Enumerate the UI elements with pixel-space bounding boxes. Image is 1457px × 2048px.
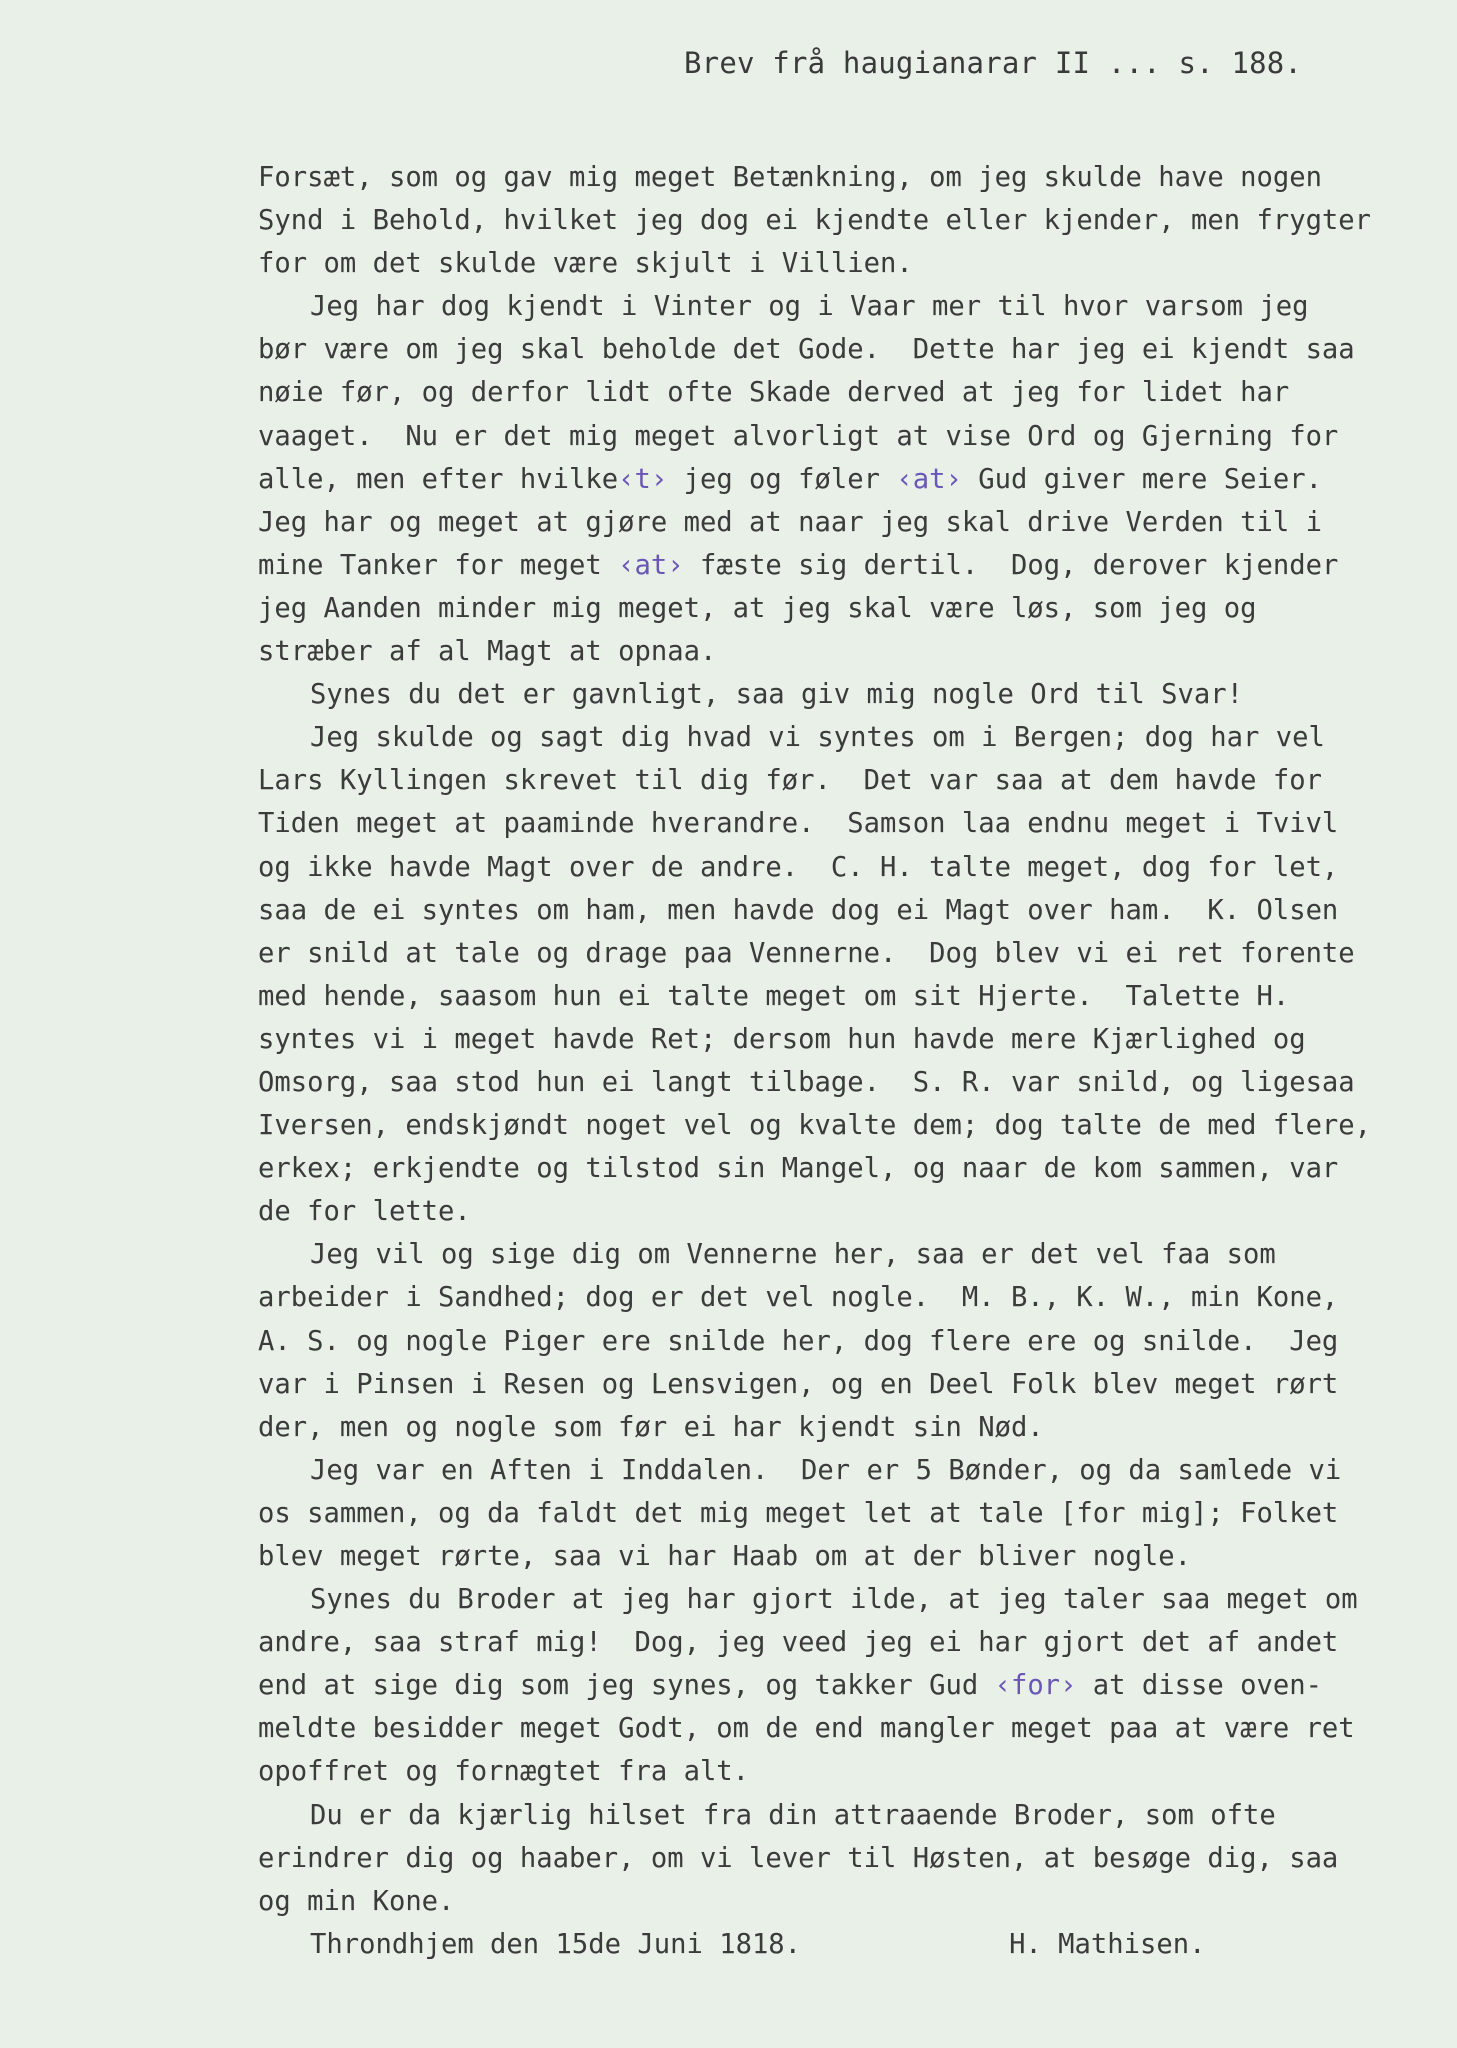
text-line: os sammen, og da faldt det mig meget let at tale [for mig]; Folket	[258, 1497, 1339, 1529]
text-line: andre, saa straf mig! Dog, jeg veed jeg ei har gjort det af andet	[258, 1627, 1339, 1659]
text-line: Jeg har dog kjendt i Vinter og i Vaar mer til hvor varsom jeg	[310, 291, 1309, 323]
text-line: Lars Kyllingen skrevet til dig før. Det var saa at dem havde for	[258, 765, 1322, 797]
text-line: vaaget. Nu er det mig meget alvorligt at vise Ord og Gjerning for	[258, 420, 1339, 452]
text-line: er snild at tale og drage paa Vennerne. Dog blev vi ei ret forente	[258, 937, 1355, 969]
text-line: Tiden meget at paaminde hverandre. Samson laa endnu meget i Tvivl	[258, 808, 1339, 840]
text-line: Iversen, endskjøndt noget vel og kvalte dem; dog talte de med flere,	[258, 1110, 1372, 1142]
text-line: Du er da kjærlig hilset fra din attraaende Broder, som ofte	[310, 1799, 1276, 1831]
text-line: erindrer dig og haaber, om vi lever til Høsten, at besøge dig, saa	[258, 1842, 1339, 1874]
text-segment: fæste sig dertil. Dog, derover kjender	[683, 549, 1339, 581]
text-line: A. S. og nogle Piger ere snilde her, dog flere ere og snilde. Jeg	[258, 1325, 1339, 1357]
text-line-with-edits	[258, 1664, 1438, 1707]
text-segment: mine Tanker for meget	[258, 549, 619, 581]
text-line-with-edits	[258, 458, 1438, 501]
text-line: Jeg var en Aften i Inddalen. Der er 5 Bønder, og da samlede vi	[310, 1454, 1342, 1486]
text-segment: at disse oven-	[1076, 1670, 1322, 1702]
text-line: Synd i Behold, hvilket jeg dog ei kjendte eller kjender, men frygter	[258, 205, 1372, 237]
text-segment: Gud giver mere Seier.	[961, 463, 1322, 495]
text-segment: jeg og føler	[667, 463, 897, 495]
editorial-insertion: ‹at›	[896, 463, 962, 495]
text-line: Jeg skulde og sagt dig hvad vi syntes om i Bergen; dog har vel	[310, 722, 1325, 754]
text-line: jeg Aanden minder mig meget, at jeg skal være løs, som jeg og	[258, 592, 1257, 624]
text-line: Omsorg, saa stod hun ei langt tilbage. S. R. var snild, og ligesaa	[258, 1066, 1355, 1098]
text-line: og ikke havde Magt over de andre. C. H. talte meget, dog for let,	[258, 851, 1339, 883]
text-line: saa de ei syntes om ham, men havde dog ei Magt over ham. K. Olsen	[258, 894, 1339, 926]
text-line: Jeg har og meget at gjøre med at naar jeg skal drive Verden til i	[258, 506, 1322, 538]
page-header: Brev frå haugianarar II ... s. 188.	[684, 46, 1303, 80]
text-line: Synes du Broder at jeg har gjort ilde, at jeg taler saa meget om	[310, 1584, 1358, 1616]
signature-line	[258, 1923, 1438, 1966]
text-line: for om det skulde være skjult i Villien.	[258, 248, 913, 280]
signature-name: H. Mathisen.	[1009, 1928, 1206, 1960]
letter-body	[258, 156, 1438, 1966]
signature-place-date: Throndhjem den 15de Juni 1818.	[310, 1928, 802, 1960]
text-line: og min Kone.	[258, 1885, 455, 1917]
text-line: med hende, saasom hun ei talte meget om sit Hjerte. Talette H.	[258, 980, 1290, 1012]
text-line: opoffret og fornægtet fra alt.	[258, 1756, 750, 1788]
text-segment: alle, men efter hvilke	[258, 463, 619, 495]
editorial-insertion: ‹t›	[618, 463, 668, 495]
text-line: erkex; erkjendte og tilstod sin Mangel, og naar de kom sammen, var	[258, 1153, 1339, 1185]
text-line: Jeg vil og sige dig om Vennerne her, saa er det vel faa som	[310, 1239, 1276, 1271]
text-line: nøie før, og derfor lidt ofte Skade derved at jeg for lidet har	[258, 377, 1290, 409]
text-line: Synes du det er gavnligt, saa giv mig nogle Ord til Svar!	[310, 679, 1243, 711]
text-line: blev meget rørte, saa vi har Haab om at der bliver nogle.	[258, 1541, 1191, 1572]
text-line: arbeider i Sandhed; dog er det vel nogle. M. B., K. W., min Kone,	[258, 1282, 1339, 1314]
text-line: syntes vi i meget havde Ret; dersom hun havde mere Kjærlighed og	[258, 1023, 1306, 1055]
editorial-insertion: ‹at›	[618, 549, 684, 581]
text-line: var i Pinsen i Resen og Lensvigen, og en Deel Folk blev meget rørt	[258, 1368, 1339, 1400]
text-segment: end at sige dig som jeg synes, og takker Gud	[258, 1670, 995, 1702]
editorial-insertion: ‹for›	[994, 1670, 1077, 1702]
text-line: bør være om jeg skal beholde det Gode. Dette har jeg ei kjendt saa	[258, 334, 1355, 366]
text-line: meldte besidder meget Godt, om de end mangler meget paa at være ret	[258, 1713, 1355, 1745]
text-line: stræber af al Magt at opnaa.	[258, 636, 717, 668]
text-line-with-edits	[258, 544, 1438, 587]
text-line: de for lette.	[258, 1196, 471, 1228]
text-line: Forsæt, som og gav mig meget Betænkning, om jeg skulde have nogen	[258, 162, 1322, 193]
text-line: der, men og nogle som før ei har kjendt sin Nød.	[258, 1411, 1044, 1443]
